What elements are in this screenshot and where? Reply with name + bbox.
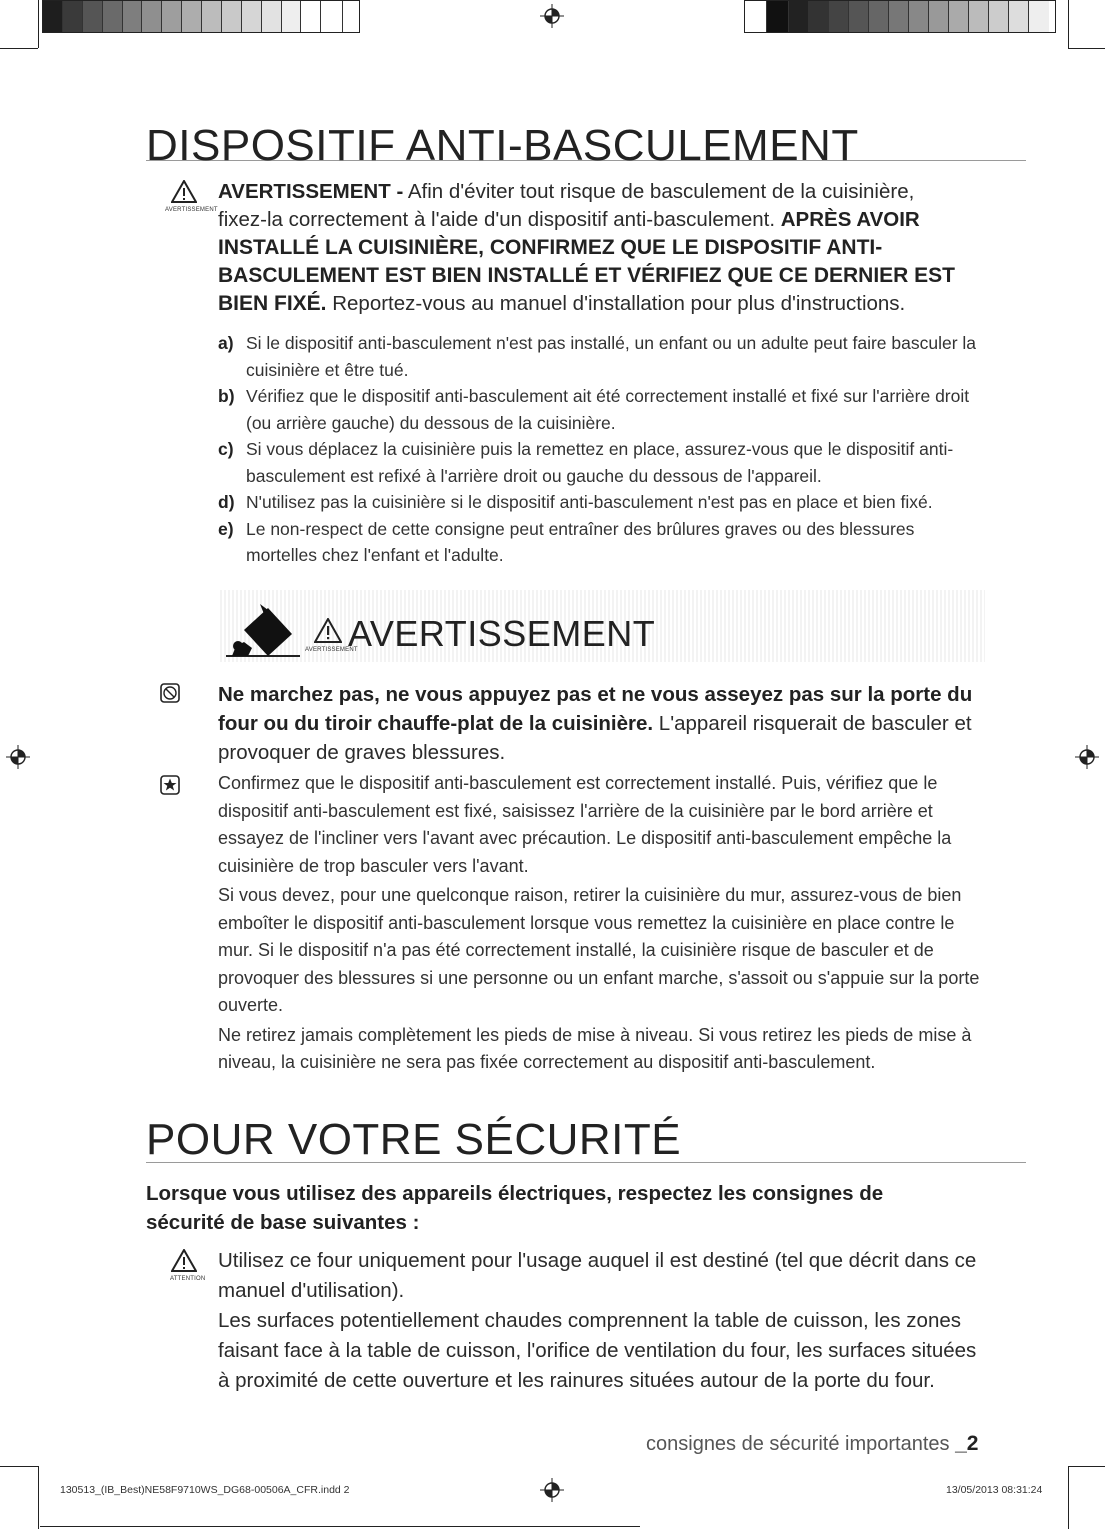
crop-mark (1068, 0, 1069, 48)
timestamp: 13/05/2013 08:31:24 (946, 1484, 1043, 1496)
footer-section-name: consignes de sécurité importantes (646, 1433, 956, 1455)
warning-text: fixez-la correctement à l'aide d'un dispositif anti-basculement. (218, 208, 781, 231)
prohibited-bold: Ne marchez pas, ne vous appuyez pas et ne vous asseyez pas sur la porte du four ou du tiroir chauffe-plat de la cuisinière. (218, 683, 973, 735)
list-item (218, 489, 988, 516)
star-paragraphs (218, 770, 983, 1077)
crop-mark (40, 1526, 640, 1527)
list-label: d) (218, 492, 235, 512)
crop-mark (1068, 1466, 1069, 1529)
registration-mark-icon (1075, 745, 1099, 769)
instruction-list (218, 330, 988, 569)
list-item (218, 383, 988, 436)
list-text: Si vous déplacez la cuisinière puis la remettez en place, assurez-vous que le dispositif anti-basculement est refixé à l'arrière droit ou gauche du dessous de l'appareil. (246, 439, 954, 486)
section-intro: Lorsque vous utilisez des appareils électriques, respectez les consignes de sécurité de base suivantes : (146, 1182, 884, 1234)
list-label: c) (218, 439, 234, 459)
crop-mark (38, 1466, 39, 1529)
list-item (218, 516, 988, 569)
warning-triangle-icon (171, 180, 197, 203)
attention-paragraph: Les surfaces potentiellement chaudes comprennent la table de cuisson, les zones faisant face à la table de cuisson, l'orifice de ventilation du four, les surfaces situées à proximité de cette ouverture et les rainures situées autour de la porte du four. (218, 1309, 977, 1392)
prohibited-paragraph (218, 680, 978, 767)
section-title: DISPOSITIF ANTI-BASCULEMENT (146, 121, 859, 170)
crop-mark (38, 0, 39, 48)
warning-intro: AVERTISSEMENT - (218, 180, 404, 203)
star-paragraph: Ne retirez jamais complètement les pieds de mise à niveau. Si vous retirez les pieds de mise à niveau, la cuisinière ne sera pas fixée correctement au dispositif anti-basculement. (218, 1024, 972, 1072)
warning-text: Afin d'éviter tout risque de basculement de la cuisinière, (403, 180, 915, 203)
registration-mark-icon (6, 745, 30, 769)
crop-mark (0, 48, 38, 49)
registration-mark-icon (540, 4, 564, 28)
tip-over-illustration-icon (222, 600, 302, 660)
star-paragraph: Confirmez que le dispositif anti-basculement est correctement installé. Puis, vérifiez que le dispositif anti-basculement est fixé, saisissez l'arrière de la cuisinière par le bord arrière et essayez de l'incliner vers l'avant avec précaution. Le dispositif anti-basculement empêche la cuisinière de trop basculer vers l'avant. (218, 773, 952, 876)
list-text: N'utilisez pas la cuisinière si le dispositif anti-basculement n'est pas en place et bien fixé. (246, 492, 933, 512)
star-icon (160, 775, 180, 795)
warning-text: Reportez-vous au manuel d'installation pour plus d'instructions. (326, 292, 906, 315)
attention-tag: ATTENTION (170, 1276, 206, 1282)
list-text: Si le dispositif anti-basculement n'est pas installé, un enfant ou un adulte peut faire basculer la cuisinière et être tué. (246, 333, 977, 380)
list-text: Vérifiez que le dispositif anti-basculement ait été correctement installé et fixé sur l'arrière droit (ou arrière gauche) du dessous de la cuisinière. (246, 386, 970, 433)
crop-mark (0, 1466, 38, 1467)
prohibited-icon (160, 683, 180, 703)
list-item (218, 436, 988, 489)
list-label: b) (218, 386, 235, 406)
section-title: POUR VOTRE SÉCURITÉ (146, 1115, 682, 1164)
star-paragraph: Si vous devez, pour une quelconque raison, retirer la cuisinière du mur, assurez-vous de bien emboîter le dispositif anti-basculement lorsque vous remettez la cuisinière en place contre le mur. Si le dispositif n'a pas été correctement installé, la cuisinière risque de basculer et de provoquer des blessures si une personne ou un enfant marche, s'assoit ou s'appuie sur la porte ouverte. (218, 885, 980, 1015)
banner-title: AVERTISSEMENT (348, 613, 656, 654)
color-calibration-bar-left (42, 0, 360, 33)
list-label: a) (218, 333, 234, 353)
page-footer (646, 1432, 978, 1456)
color-calibration-bar-right (744, 0, 1056, 33)
crop-mark (1068, 1466, 1105, 1467)
section-header (146, 1115, 1026, 1164)
warning-tag: AVERTISSEMENT (165, 207, 218, 213)
warning-tag: AVERTISSEMENT (305, 647, 358, 653)
list-label: e) (218, 518, 234, 539)
warning-bold: APRÈS AVOIR (780, 208, 920, 231)
section-header (146, 121, 1026, 170)
list-text: Le non-respect de cette consigne peut entraîner des brûlures graves ou des blessures mortelles chez l'enfant et l'adulte. (246, 518, 915, 565)
page-number: _2 (955, 1432, 979, 1455)
warning-triangle-icon (171, 1249, 197, 1272)
file-name: 130513_(IB_Best)NE58F9710WS_DG68-00506A_CFR.indd 2 (60, 1484, 350, 1496)
crop-mark (1068, 48, 1105, 49)
warning-bold: BASCULEMENT EST BIEN INSTALLÉ ET VÉRIFIEZ QUE CE DERNIER EST (218, 264, 955, 287)
warning-bold: BIEN FIXÉ. (218, 292, 327, 315)
registration-mark-icon (540, 1478, 564, 1502)
warning-bold: INSTALLÉ LA CUISINIÈRE, CONFIRMEZ QUE LE DISPOSITIF ANTI- (218, 236, 883, 259)
list-item (218, 330, 988, 383)
warning-paragraph (218, 178, 1008, 318)
attention-paragraph: Utilisez ce four uniquement pour l'usage auquel il est destiné (tel que décrit dans ce manuel d'utilisation). (218, 1249, 977, 1302)
prohibited-text: L'appareil risquerait de basculer et provoquer de graves blessures. (218, 712, 972, 764)
warning-triangle-icon (314, 618, 342, 643)
